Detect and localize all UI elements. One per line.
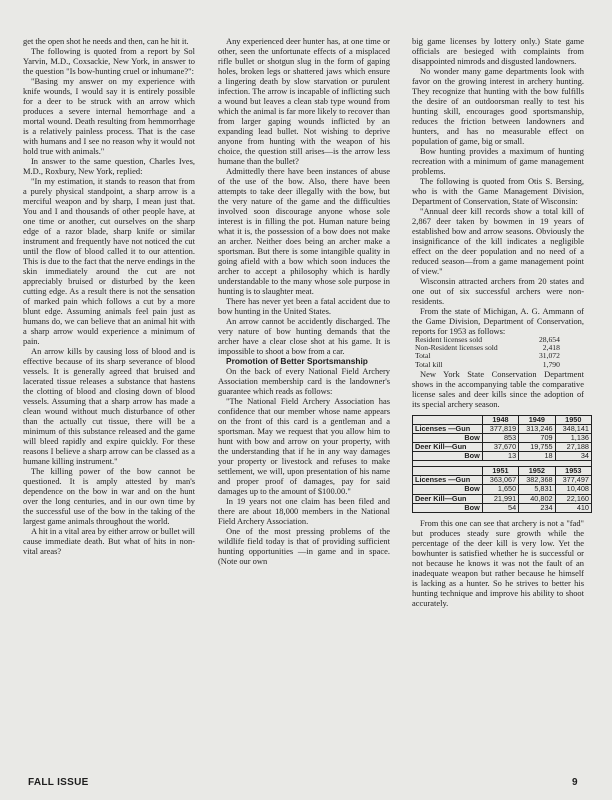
table-cell: 18 <box>519 452 555 461</box>
column-1 <box>23 36 195 556</box>
paragraph: In answer to the same question, Charles Ives, M.D., Roxbury, New York, replied: <box>23 156 195 176</box>
column-3-paragraphs-b <box>412 369 584 409</box>
row-label: Bow <box>413 503 483 512</box>
figure-value: 28,654 <box>539 335 560 344</box>
table-cell: 40,802 <box>519 494 555 503</box>
row-label: Licenses —Gun <box>413 424 483 433</box>
figure-label: Non-Resident licenses sold <box>415 343 498 353</box>
figure-label: Resident licenses sold <box>415 335 483 344</box>
table-cell: 348,141 <box>555 424 591 433</box>
table-cell: 27,188 <box>555 443 591 452</box>
table-cell: 410 <box>555 503 591 512</box>
paragraph: From this one can see that archery is not a "fad" but produces steady sure growth while the percentage of the deer kill is very low. Yet the bowhunter is satisfied whether he is successful or not because he knows it was not the fault of an inadequate weapon but rather because he himself is lacking as a hunter. So he strives to better his hunting technique and improve his ability to shoot accurately. <box>412 517 584 608</box>
section-heading: Promotion of Better Sportsmanship <box>226 356 368 366</box>
table-cell: 13 <box>482 452 518 461</box>
column-3 <box>412 36 589 608</box>
paragraph: "The National Field Archery Association has confidence that our member whose name appears on the front of this card is a gentleman and a sportsman. May we request that you allow him to hunt with bow and arrow on your property, with the understanding that if he in any way damages your property or livestock and refuses to make settlement, we will, upon presentation of his name and proper proof of damages, pay for said damages up to the amount of $100.00." <box>218 396 390 496</box>
figure-label: Total <box>415 351 431 361</box>
paragraph: Wisconsin attracted archers from 20 states and one out of six successful archers were non-residents. <box>412 276 584 306</box>
paragraph: In 19 years not one claim has been filed and there are about 18,000 members in the National Field Archery Association. <box>218 496 390 526</box>
table-cell: 377,819 <box>482 424 518 433</box>
figure-label: Total kill <box>415 359 443 369</box>
licenses-bow-row <box>413 485 592 494</box>
row-label: Deer Kill—Gun <box>413 494 483 503</box>
column-1-paragraphs <box>23 36 195 556</box>
paragraph: From the state of Michigan, A. G. Ammann of the Game Division, Department of Conservation, reports for 1953 as follows: <box>412 306 584 336</box>
paragraph: "Annual deer kill records show a total kill of 2,867 deer taken by bowmen in 19 years of established bow and arrow seasons. Obviously the insignificance of the kill indicates a negligible effect on the deer population and no need of a reduced season—from a game management point of view." <box>412 206 584 276</box>
table-cell: 34 <box>555 452 591 461</box>
table-cell: 37,670 <box>482 443 518 452</box>
paragraph: New York State Conservation Department shows in the accompanying table the comparative license sales and deer kills since the adoption of its special archery season. <box>412 368 584 409</box>
table-cell: 363,067 <box>482 476 518 485</box>
paragraph: The following is quoted from a report by Sol Yarvin, M.D., Coxsackie, New York, in answer to the question "Is bow-hunting cruel or inhumane?": <box>23 46 195 76</box>
figure-value: 1,790 <box>542 359 560 369</box>
paragraph: Admittedly there have been instances of abuse of the use of the bow. Also, there have been attempts to take deer illegally with the bow, but the very nature of the game and the difficulties involved soon discourage anyone whose sole interest is in filling the pot. Human nature being what it is, the possession of a bow does not make an archer. Neither does being an archer make a sportsman. But there is some intangible quality in going afield with a bow which soon induces the archer to accept a philosophy which is hardly understandable to the many whose sole purpose in hunting is to slaughter meat. <box>218 166 390 296</box>
paragraph: big game licenses by lottery only.) State game officials are besieged with complaints from disappointed nimrods and disgusted landowners. <box>412 36 584 66</box>
table-cell: 853 <box>482 434 518 443</box>
column-3-paragraphs-a <box>412 36 584 336</box>
year-header: 1950 <box>555 415 591 424</box>
paragraph: The following is quoted from Otis S. Bersing, who is with the Game Management Division, Department of Conservation, State of Wisconsin: <box>412 176 584 206</box>
kill-gun-row <box>413 494 592 503</box>
year-header: 1951 <box>482 467 518 476</box>
table-cell: 377,497 <box>555 476 591 485</box>
year-header: 1952 <box>519 467 555 476</box>
row-label: Deer Kill—Gun <box>413 443 483 452</box>
table-cell: 19,755 <box>519 443 555 452</box>
footer-issue: FALL ISSUE <box>28 777 89 788</box>
year-header: 1949 <box>519 415 555 424</box>
paragraph: get the open shot he needs and then, can he hit it. <box>23 36 189 46</box>
row-label: Bow <box>413 452 483 461</box>
year-header: 1953 <box>555 467 591 476</box>
paragraph: There has never yet been a fatal accident due to bow hunting in the United States. <box>218 296 390 316</box>
paragraph: One of the most pressing problems of the wildlife field today is that of providing sufficient hunting opportunities —in game and in space. (Note our own <box>218 526 390 566</box>
table-cell: 5,831 <box>519 485 555 494</box>
paragraph: An arrow kills by causing loss of blood and is effective because of its sharp severance of blood vessels. It is generally agreed that bruised and lacerated tissue releases a substance that hastens the clotting of blood and closing down of blood vessels. Assuming that a sharp arrow has made a clean wound without much disturbance of other than the actually cut tissue, there will be a minimum of this substance released and the game will bleed rapidly and expire quickly. For these reasons I believe a sharp arrow can be classed as a humane killing instrument." <box>23 346 195 466</box>
column-2-paragraphs-b <box>218 366 390 566</box>
year-header: 1948 <box>482 415 518 424</box>
figure-value: 31,072 <box>539 351 560 361</box>
paragraph: Bow hunting provides a maximum of hunting recreation with a minimum of game management problems. <box>412 146 584 176</box>
table-cell: 22,160 <box>555 494 591 503</box>
column-2 <box>218 36 390 566</box>
paragraph: No wonder many game departments look with favor on the growing interest in archery hunting. They recognize that hunting with the bow fulfills the desire of an outdoorsman really to test his hunting skill, encourages good sportsmanship, reduces the friction between landowners and hunters, and has no measurable effect on population of game, big or small. <box>412 66 584 146</box>
kill-bow-row <box>413 452 592 461</box>
column-2-paragraphs-a <box>218 36 390 356</box>
kill-gun-row <box>413 443 592 452</box>
ny-archery-table <box>412 415 592 513</box>
row-label: Bow <box>413 434 483 443</box>
paragraph: Any experienced deer hunter has, at one time or other, seen the unfortunate effects of a misplaced rifle bullet or shotgun slug in the form of gaping holes, broken legs or shattered jaws which ensure a lingering death by slow starvation or purulent infection. The arrow is incapable of inflicting such a wound but leaves a clean stab type wound from which the animal is far more likely to recover than from larger gaping wounds inflicted by an expanding lead bullet. Not wishing to deprive anyone from hunting with the weapon of his choice, the question still arises—is the arrow less humane than the bullet? <box>218 36 390 166</box>
paragraph: A hit in a vital area by either arrow or bullet will cause immediate death. But what of hits in non-vital areas? <box>23 526 195 556</box>
kill-bow-row <box>413 503 592 512</box>
table-cell: 21,991 <box>482 494 518 503</box>
paragraph: An arrow cannot be accidently discharged. The very nature of bow hunting demands that the archer have a clear close shot at his game. It is impossible to shoot a bow from a car. <box>218 316 390 356</box>
paragraph: On the back of every National Field Archery Association membership card is the landowner's guarantee which reads as follows: <box>218 366 390 396</box>
paragraph: "Basing my answer on my experience with knife wounds, I would say it is entirely possible for a deer to be struck with an arrow which produces a severe internal hemorrhage and a mortal wound. Death resulting from hemmorrhage is a relatively painless process. That is the case with humans and I see no reason why it would not hold true with animals." <box>23 76 195 156</box>
figure-row <box>413 361 562 369</box>
row-label: Bow <box>413 485 483 494</box>
table-cell: 10,408 <box>555 485 591 494</box>
table-cell: 234 <box>519 503 555 512</box>
table-cell: 709 <box>519 434 555 443</box>
page-number: 9 <box>572 777 578 788</box>
figure-value: 2,418 <box>542 343 560 353</box>
licenses-gun-row <box>413 424 592 433</box>
column-3-paragraphs-c <box>412 518 584 608</box>
table-cell: 54 <box>482 503 518 512</box>
paragraph: "In my estimation, it stands to reason that from a purely physical standpoint, a sharp arrow is a merciful weapon and by sharp, I mean just that. You and I and thousands of other people have, at one time or another, cut ourselves on the sharp edge of a razor blade, sharp knife or similar instrument and frequently have not noticed the cut until the flow of blood called it to our attention. This is due to the fact that the nerve endings in the skin immediately around the cut are not appreciably bruised or disturbed by the keen cutting edge. As a result there is not the sensation of marked pain which follows a cut by a more blunt edge. Assuming animals feel pain just as humans do, we can believe that an animal hit with a sharp arrow would experience a minimum of pain. <box>23 176 195 346</box>
table-cell: 382,368 <box>519 476 555 485</box>
paragraph: The killing power of the bow cannot be questioned. It is amply attested by man's dependence on the bow in war and on the hunt over the long centuries, and in our own time by the successful use of the bow in the taking of the largest game animals throughout the world. <box>23 466 195 526</box>
table-cell: 313,246 <box>519 424 555 433</box>
table-cell: 1,136 <box>555 434 591 443</box>
row-label: Licenses —Gun <box>413 476 483 485</box>
table-cell: 1,650 <box>482 485 518 494</box>
michigan-figures <box>413 336 562 369</box>
